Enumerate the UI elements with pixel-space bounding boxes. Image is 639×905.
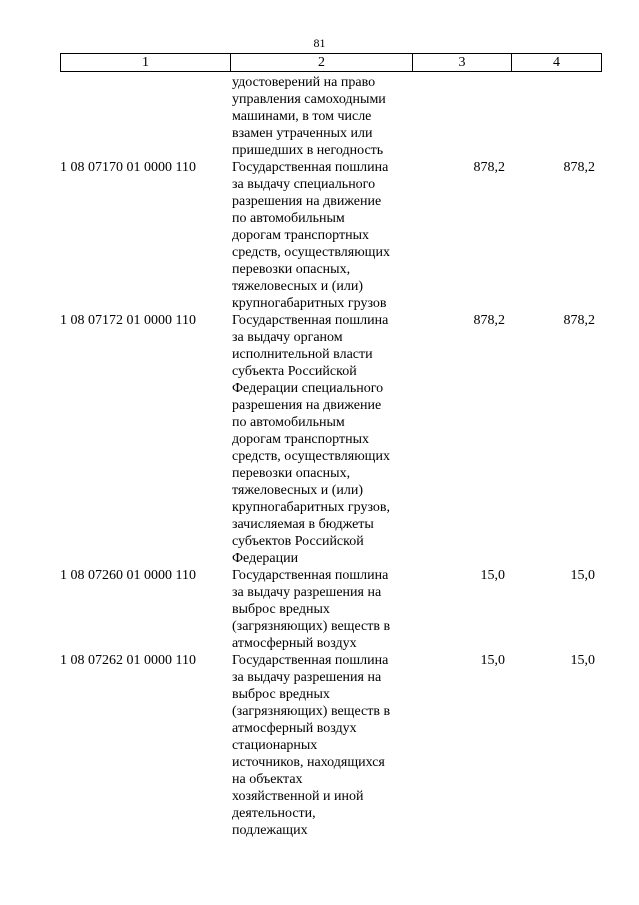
- row-code: [60, 74, 230, 159]
- row-value-col4: 15,0: [570, 568, 595, 583]
- row-description: Государственная пошлина за выдачу органом исполнительной власти субъекта Российской Федерации специального разрешения на движение по автомобильным дорогам транспортных средств, осуществляющих перевозки опасных, тяжеловесных и (или) крупногабаритных грузов, зачисляемая в бюджеты субъектов Российской Федерации: [232, 313, 391, 566]
- row-code: 1 08 07172 01 0000 110: [60, 313, 196, 328]
- table-body: [60, 74, 601, 839]
- row-value-col4: [511, 74, 601, 159]
- table-row: [60, 567, 601, 652]
- row-value-col4: 15,0: [570, 653, 595, 668]
- row-description: Государственная пошлина за выдачу разрешения на выброс вредных (загрязняющих) веществ в атмосферный воздух стационарных источников, находящихся на объектах хозяйственной и иной деятельности, подлежащих: [232, 653, 391, 838]
- page-number: 81: [313, 36, 326, 50]
- header-row: [61, 54, 602, 72]
- row-description: Государственная пошлина за выдачу специального разрешения на движение по автомобильным дорогам транспортных средств, осуществляющих перевозки опасных, тяжеловесных и (или) крупногабаритных грузов: [232, 160, 390, 311]
- table-row: [60, 312, 601, 567]
- row-code: 1 08 07260 01 0000 110: [60, 568, 196, 583]
- row-value-col4: 878,2: [563, 313, 595, 328]
- header-col-4: 4: [512, 54, 602, 72]
- row-value-col3: [412, 74, 511, 159]
- row-value-col4: 878,2: [563, 160, 595, 175]
- header-col-1: 1: [61, 54, 231, 72]
- row-description: удостоверений на право управления самоходными машинами, в том числе взамен утраченных или пришедших в негодность: [232, 75, 386, 158]
- table-row: [60, 74, 601, 159]
- table-row: [60, 652, 601, 839]
- table-row: [60, 159, 601, 312]
- row-value-col3: 878,2: [473, 160, 505, 175]
- table-header: [60, 53, 602, 72]
- row-code: 1 08 07170 01 0000 110: [60, 160, 196, 175]
- row-code: 1 08 07262 01 0000 110: [60, 653, 196, 668]
- row-value-col3: 15,0: [480, 568, 505, 583]
- row-value-col3: 15,0: [480, 653, 505, 668]
- header-col-2: 2: [231, 54, 413, 72]
- row-value-col3: 878,2: [473, 313, 505, 328]
- row-description: Государственная пошлина за выдачу разрешения на выброс вредных (загрязняющих) веществ в атмосферный воздух: [232, 568, 391, 651]
- header-col-3: 3: [413, 54, 512, 72]
